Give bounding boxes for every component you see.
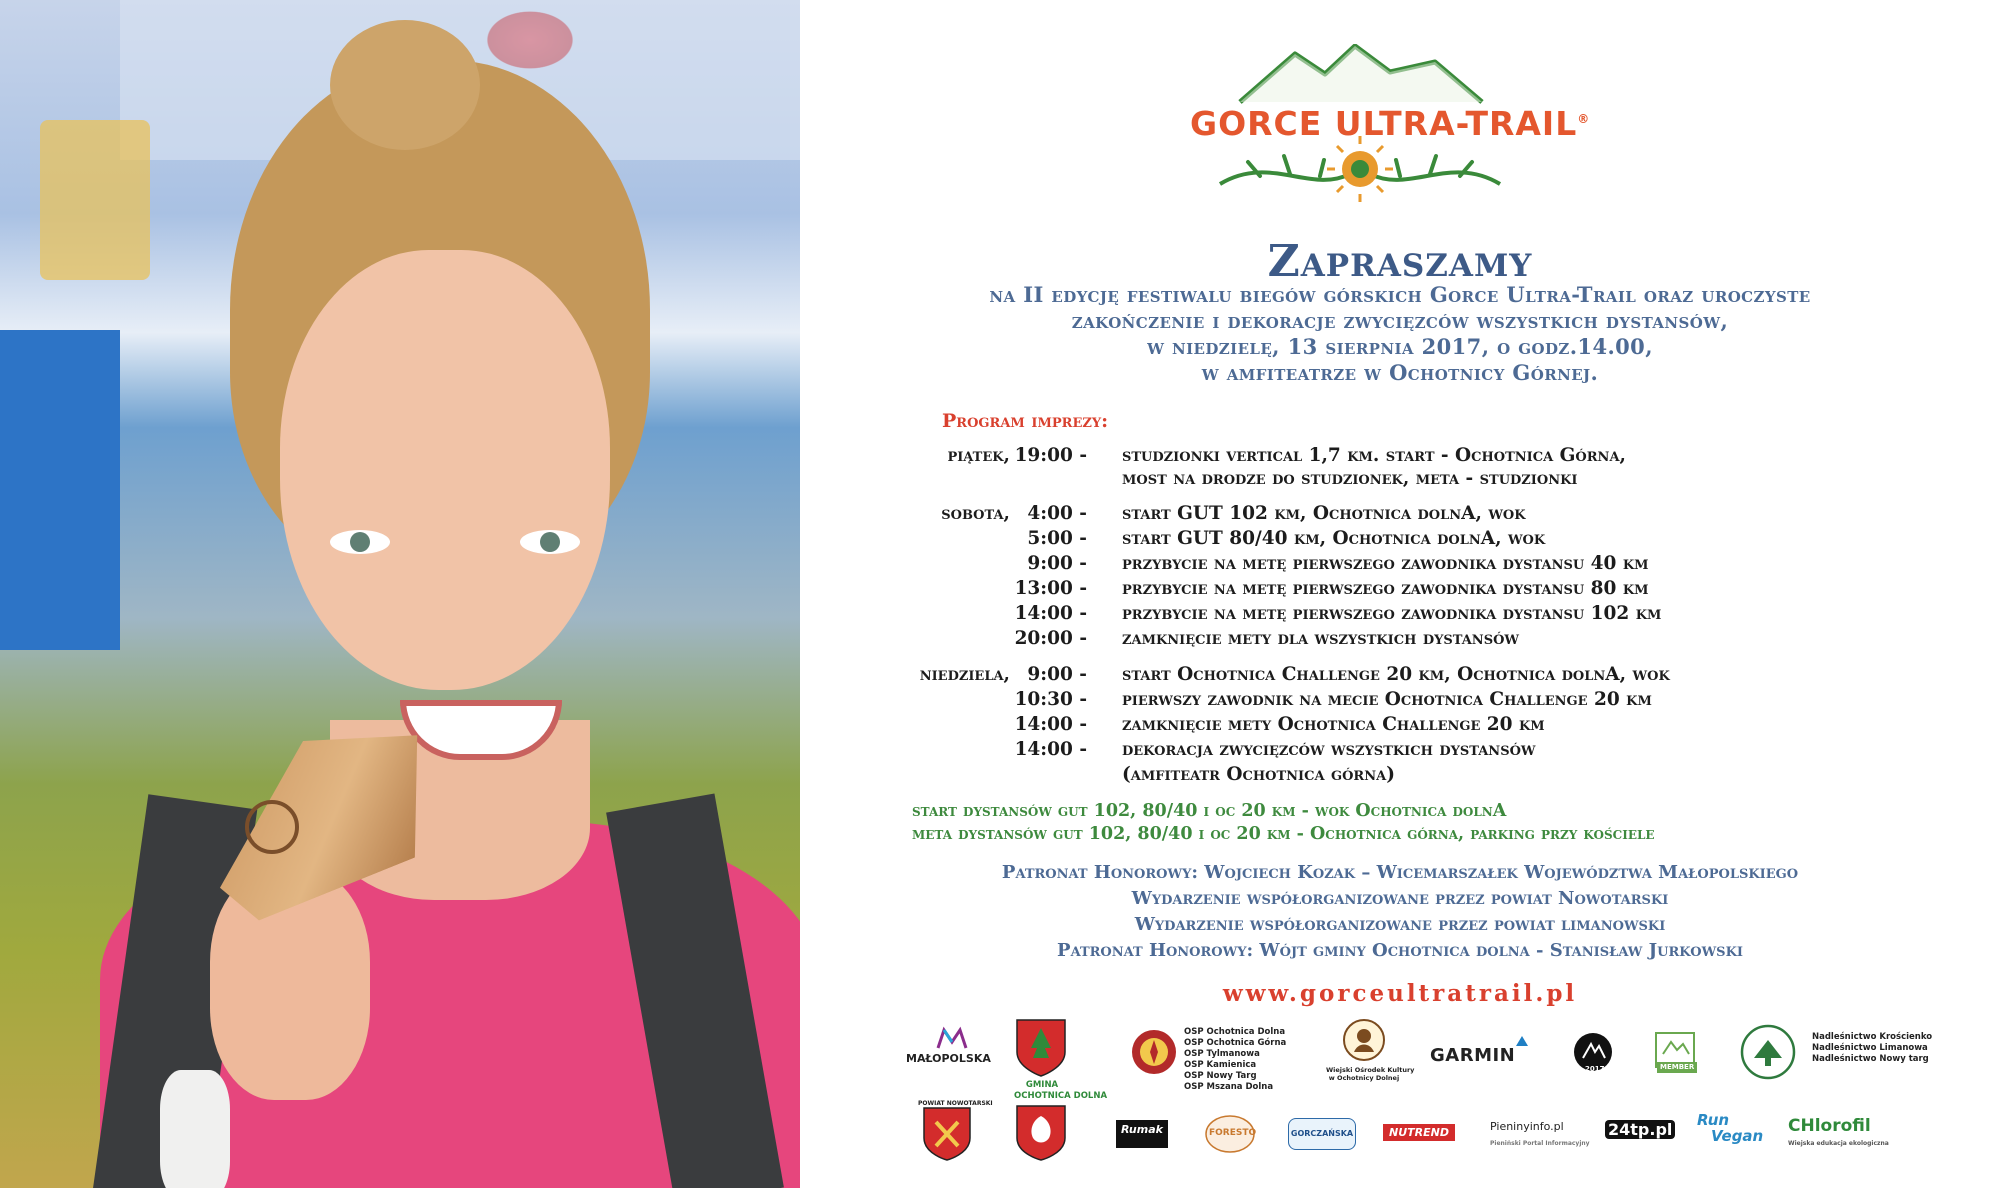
patron-line: Patronat Honorowy: Wojciech Kozak – Wicemarszałek Województwa Małopolskiego xyxy=(1001,862,1799,883)
foresto-label: FORESTO xyxy=(1209,1128,1257,1138)
pieniny-logo: Pieninyinfo.pl xyxy=(1490,1120,1564,1133)
rumak-logo: Rumak xyxy=(1116,1120,1168,1148)
schedule-event: start GUT 102 km, Ochotnica dolnA, wok xyxy=(1122,503,1526,524)
schedule-event: zamknięcie mety Ochotnica Challenge 20 km xyxy=(1122,714,1545,735)
malopolska-logo-icon xyxy=(936,1026,968,1050)
website-link[interactable]: www.gorceultratrail.pl xyxy=(1222,980,1578,1007)
schedule-time: 9:00 - xyxy=(1027,553,1087,574)
24tp-logo: 24tp.pl xyxy=(1605,1120,1675,1139)
malopolska-label: MAŁOPOLSKA xyxy=(906,1052,991,1065)
schedule-event: przybycie na metę pierwszego zawodnika dystansu 80 km xyxy=(1122,578,1649,599)
poster-title: Zapraszamy xyxy=(1267,236,1533,287)
intro-line: w amfiteatrze w Ochotnicy Górnej. xyxy=(1201,360,1599,385)
schedule-time: 9:00 - xyxy=(1027,664,1087,685)
schedule-time: 14:00 - xyxy=(1014,603,1087,624)
patron-line: Patronat Honorowy: Wójt gminy Ochotnica dolna - Stanisław Jurkowski xyxy=(1057,940,1743,961)
schedule-event: studzionki vertical 1,7 km. start - Ochotnica Górna, xyxy=(1122,445,1626,466)
patron-line: Wydarzenie współorganizowane przez powiat limanowski xyxy=(1134,914,1666,935)
schedule-day: piątek, xyxy=(947,445,1010,466)
osp-list: OSP Ochotnica Dolna OSP Ochotnica Górna OSP Tylmanowa OSP Kamienica OSP Nowy Targ OSP Mszana Dolna xyxy=(1184,1027,1287,1092)
runner-photo xyxy=(0,0,800,1188)
schedule-event: start GUT 80/40 km, Ochotnica dolnA, wok xyxy=(1122,528,1546,549)
lasy-panstwowe-logo-icon xyxy=(1740,1024,1796,1080)
gmina-label: GMINA OCHOTNICA DOLNA xyxy=(1014,1080,1108,1101)
schedule-day: niedziela, xyxy=(919,664,1010,685)
schedule-day: sobota, xyxy=(941,503,1010,524)
program-heading: Program imprezy: xyxy=(942,410,1109,432)
schedule-event: (amfiteatr Ochotnica górna) xyxy=(1122,764,1395,785)
run-vegan-logo: Run Vegan xyxy=(1697,1111,1764,1145)
schedule-event: most na drodze do studzionek, meta - studzionki xyxy=(1122,468,1578,489)
powiat-limanowski-crest-icon xyxy=(1015,1104,1067,1162)
schedule-time: 14:00 - xyxy=(1014,739,1087,760)
schedule-time: 14:00 - xyxy=(1014,714,1087,735)
schedule-time: 13:00 - xyxy=(1014,578,1087,599)
patron-line: Wydarzenie współorganizowane przez powiat Nowotarski xyxy=(1131,888,1669,909)
powiat-nowotarski-crest-icon xyxy=(922,1106,972,1162)
vertical-year: 2017 xyxy=(1585,1065,1605,1073)
medal-flower-icon xyxy=(245,800,299,854)
pieniny-subtitle: Pieniński Portal Informacyjny xyxy=(1490,1140,1590,1147)
chlorofil-subtitle: Wiejska edukacja ekologiczna xyxy=(1788,1140,1889,1147)
thistle-ornament-icon xyxy=(1220,136,1500,202)
schedule-event: przybycie na metę pierwszego zawodnika dystansu 102 km xyxy=(1122,603,1662,624)
schedule-time: 10:30 - xyxy=(1014,689,1087,710)
wok-label: Wiejski Ośrodek Kultury w Ochotnicy Dolnej xyxy=(1326,1066,1415,1082)
intro-line: na II edycję festiwalu biegów górskich Gorce Ultra-Trail oraz uroczyste xyxy=(989,282,1811,307)
gorczanska-logo: GORCZAŃSKA xyxy=(1288,1118,1356,1150)
schedule-time: 20:00 - xyxy=(1014,628,1087,649)
event-poster xyxy=(800,0,2000,1188)
start-location: start dystansów gut 102, 80/40 i oc 20 km - wok Ochotnica dolnA xyxy=(912,801,1507,821)
schedule-time: 5:00 - xyxy=(1027,528,1087,549)
schedule-event: przybycie na metę pierwszego zawodnika dystansu 40 km xyxy=(1122,553,1649,574)
chlorofil-logo: CHlorofil xyxy=(1788,1116,1871,1136)
nadlesnictwa-list: Nadleśnictwo Krościenko Nadleśnictwo Limanowa Nadleśnictwo Nowy targ xyxy=(1812,1032,1933,1064)
wok-emblem-icon xyxy=(1342,1018,1386,1062)
schedule-event: zamknięcie mety dla wszystkich dystansów xyxy=(1122,628,1520,649)
nutrend-logo: NUTREND xyxy=(1383,1124,1455,1141)
garmin-logo: GARMIN xyxy=(1430,1045,1516,1066)
brand-name: GORCE ULTRA-TRAIL® xyxy=(1190,104,1591,143)
finish-location: meta dystansów gut 102, 80/40 i oc 20 km - Ochotnica górna, parking przy kościele xyxy=(912,824,1655,844)
garmin-triangle-icon xyxy=(1516,1036,1528,1046)
intro-line: zakończenie i dekoracje zwycięzców wszystkich dystansów, xyxy=(1071,308,1729,333)
member-badge: MEMBER xyxy=(1657,1062,1697,1073)
powiat-label: POWIAT NOWOTARSKI xyxy=(918,1100,993,1107)
intro-line: w niedzielę, 13 sierpnia 2017, o godz.14.00, xyxy=(1147,334,1653,359)
schedule-time: 4:00 - xyxy=(1027,503,1087,524)
gmina-crest-icon xyxy=(1015,1018,1067,1078)
schedule-event: pierwszy zawodnik na mecie Ochotnica Challenge 20 km xyxy=(1122,689,1652,710)
schedule-event: dekoracja zwycięzców wszystkich dystansów xyxy=(1122,739,1536,760)
schedule-event: start Ochotnica Challenge 20 km, Ochotnica dolnA, wok xyxy=(1122,664,1670,685)
schedule-time: 19:00 - xyxy=(1014,445,1087,466)
osp-emblem-icon xyxy=(1130,1028,1178,1076)
